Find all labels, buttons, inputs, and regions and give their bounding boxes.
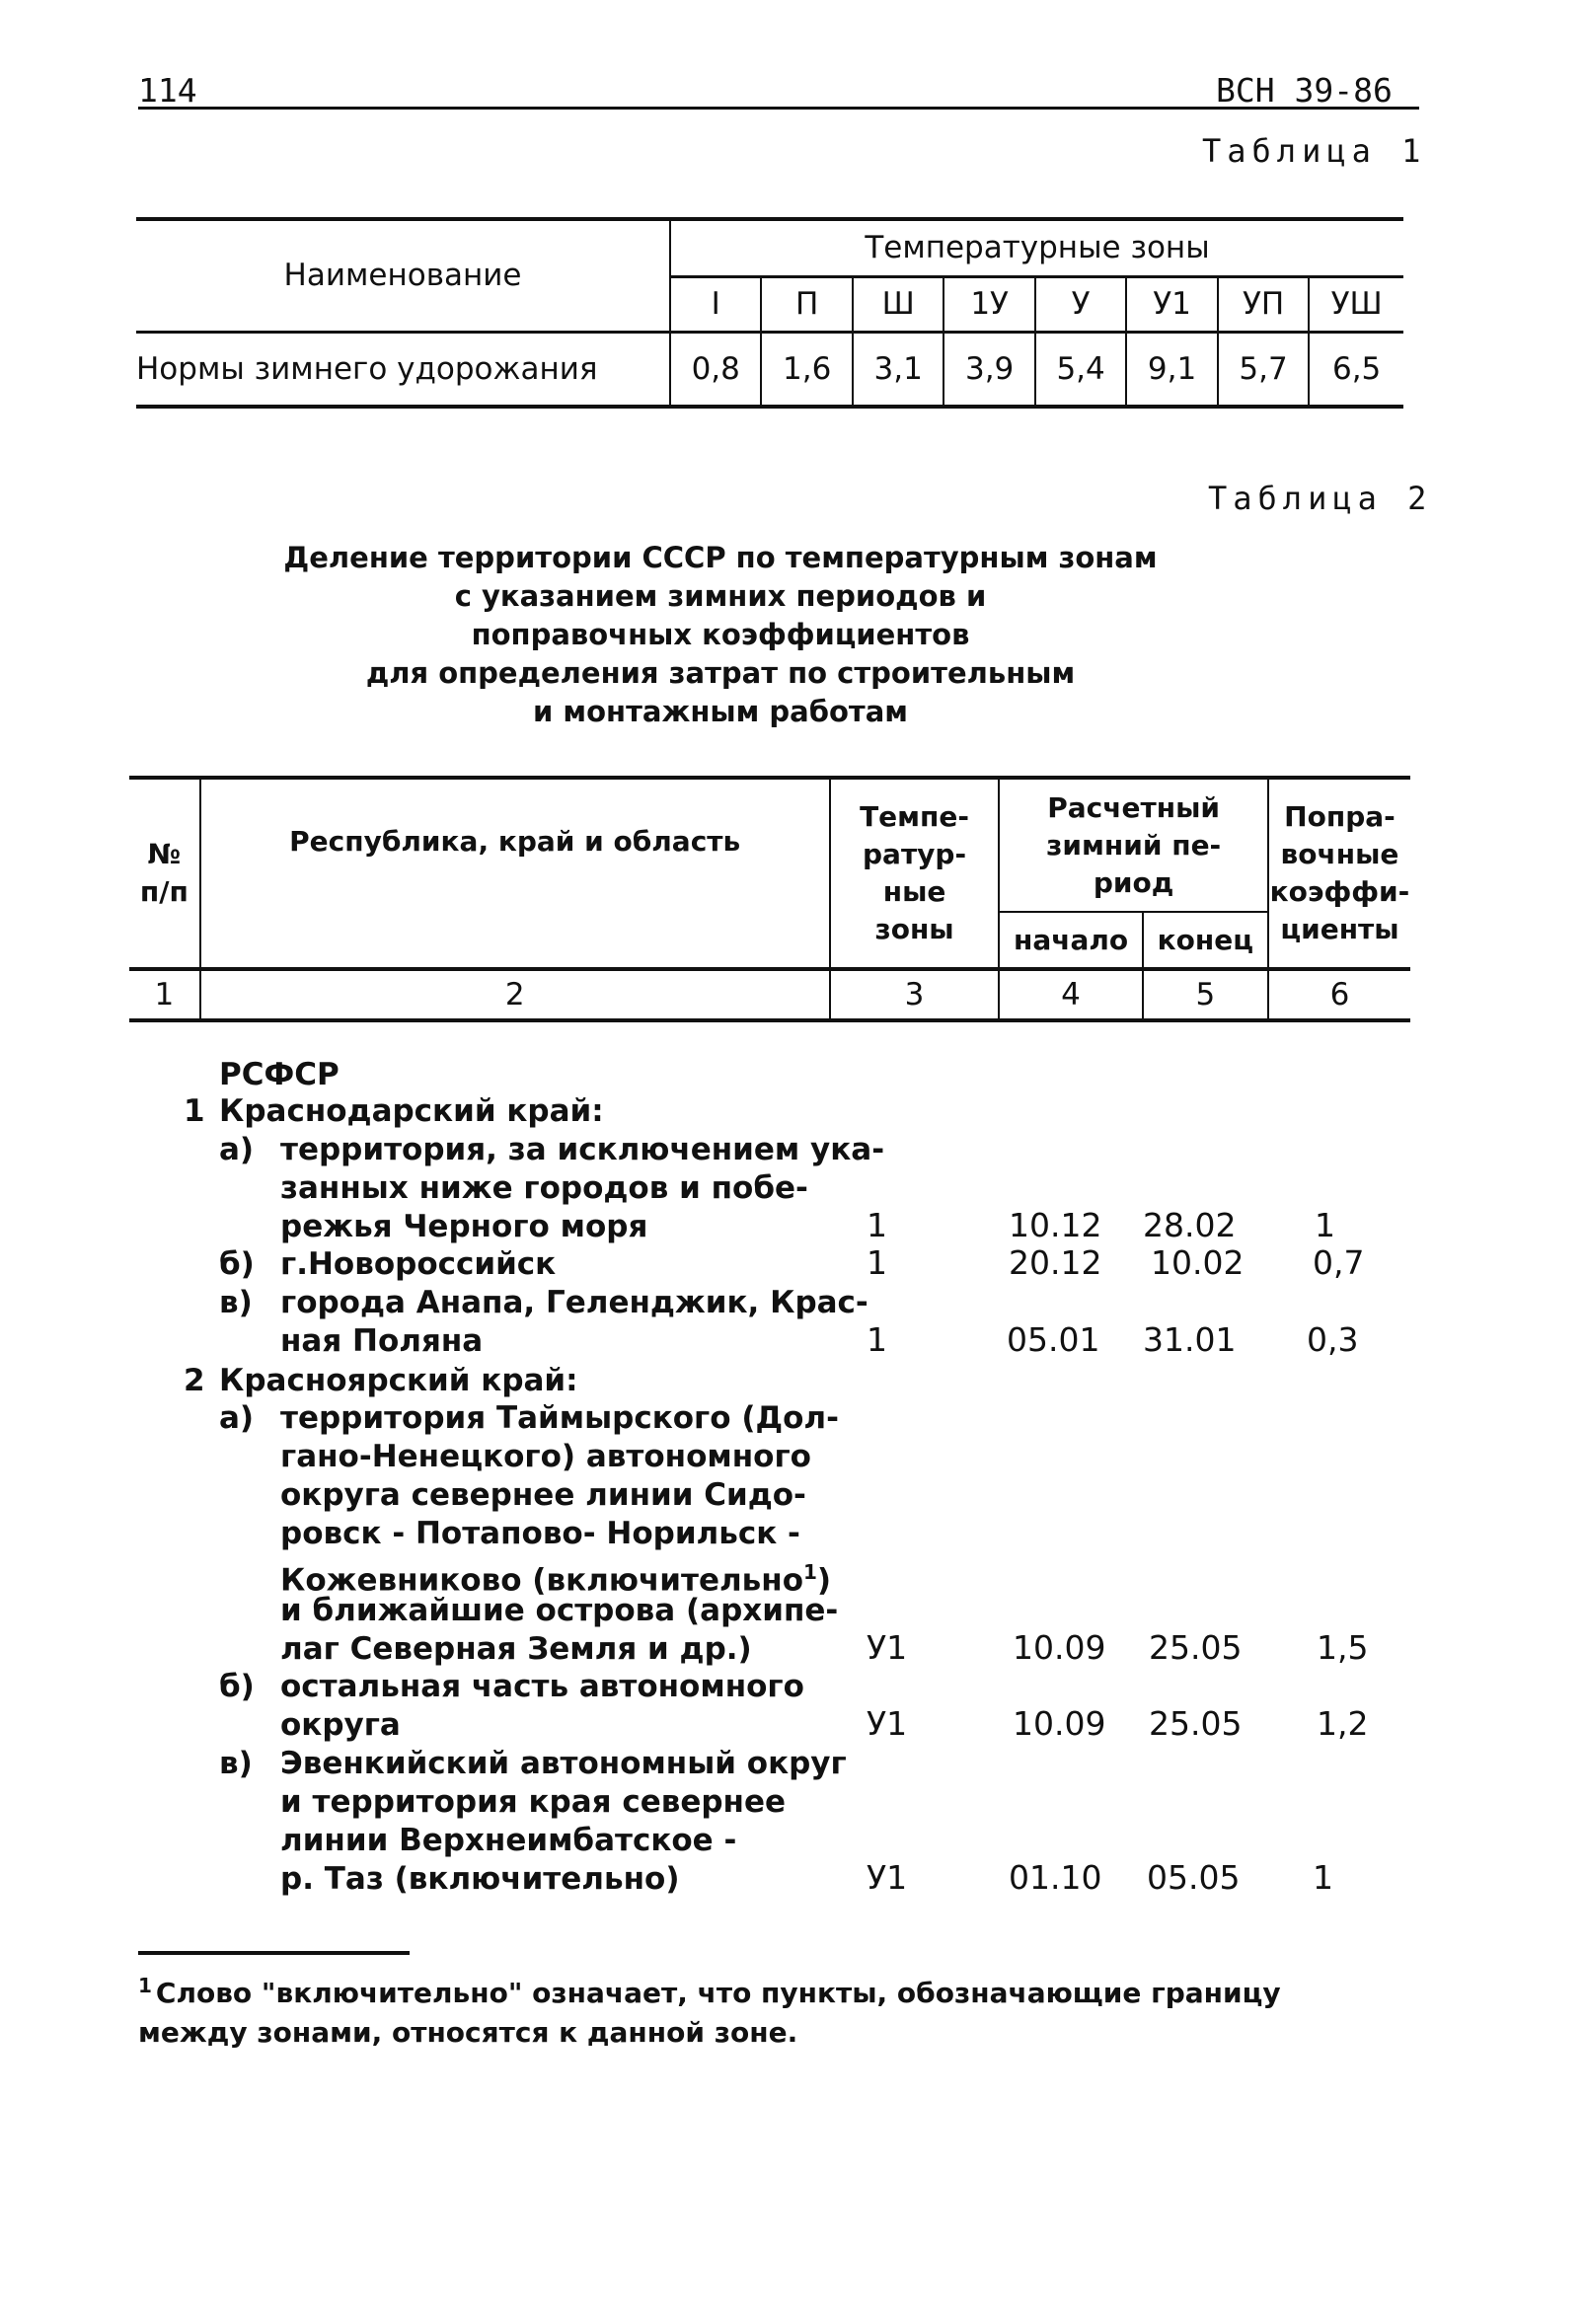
subitem-line: города Анапа, Геленджик, Крас-	[280, 1285, 868, 1320]
title-line: поправочных коэффициентов	[471, 618, 970, 651]
subitem-mark: в)	[219, 1285, 253, 1320]
table1-zones-header: Температурные зоны	[670, 219, 1403, 276]
subitem-line: Кожевниково (включительно$^1$)	[280, 1560, 832, 1599]
title-line: Деление территории СССР по температурным зонам	[283, 541, 1158, 574]
start-value: 10.09	[1013, 1628, 1106, 1667]
col-number: 1	[154, 977, 175, 1012]
subitem-line: и ближайшие острова (архипе-	[280, 1593, 839, 1628]
zone-cell: У	[1035, 276, 1126, 332]
zone-cell: 1У	[943, 276, 1034, 332]
subitem-line: территория, за исключением ука-	[280, 1132, 885, 1167]
subitem-line: занных ниже городов и побе-	[280, 1170, 808, 1206]
table1-row-label: Нормы зимнего удорожания	[136, 350, 598, 387]
table2-title	[247, 539, 1194, 731]
zone-value: 1	[867, 1206, 887, 1244]
table2-header	[129, 776, 1410, 1022]
col-start: начало	[999, 912, 1142, 969]
col-number: 4	[999, 969, 1142, 1020]
subitem-line: р. Таз (включительно)	[280, 1861, 680, 1897]
item-number: 1	[184, 1093, 205, 1129]
coef-value: 0,7	[1313, 1243, 1365, 1282]
subitem-mark: а)	[219, 1400, 255, 1436]
col-number: 2	[200, 969, 830, 1020]
end-value: 28.02	[1143, 1206, 1237, 1244]
table1-caption: Таблица 1	[1202, 132, 1427, 170]
coef-value: 0,3	[1307, 1320, 1359, 1359]
coef-value: 1	[1313, 1858, 1333, 1897]
table1-name-header: Наименование	[283, 258, 522, 294]
subitem-line: ная Поляна	[280, 1323, 484, 1359]
value-cell: 3,9	[943, 332, 1034, 407]
zone-cell: УШ	[1309, 276, 1403, 332]
coef-value: 1	[1315, 1206, 1335, 1244]
zone-cell: Ш	[853, 276, 943, 332]
start-value: 10.12	[1009, 1206, 1102, 1244]
col-period: Расчетный зимний пе- риод	[999, 778, 1268, 912]
table2-caption: Таблица 2	[1208, 480, 1433, 517]
end-value: 31.01	[1143, 1320, 1237, 1359]
value-cell: 9,1	[1126, 332, 1217, 407]
subitem-line: режья Черного моря	[280, 1209, 648, 1244]
col-number: 5	[1143, 969, 1268, 1020]
value-cell: 5,7	[1218, 332, 1309, 407]
subitem-line: и территория края севернее	[280, 1784, 787, 1820]
zone-value: У1	[867, 1704, 908, 1743]
zone-value: 1	[867, 1320, 887, 1359]
zone-cell: I	[670, 276, 761, 332]
col-no: № п/п	[139, 838, 189, 908]
section-heading: РСФСР	[219, 1057, 340, 1092]
coef-value: 1,5	[1317, 1628, 1369, 1667]
end-value: 05.05	[1147, 1858, 1241, 1897]
zone-cell: П	[761, 276, 852, 332]
col-region: Республика, край и область	[200, 778, 830, 969]
footnote-mark: 1	[138, 1974, 152, 1997]
footnote-ref: 1	[803, 1560, 817, 1584]
start-value: 01.10	[1009, 1858, 1102, 1897]
subitem-mark: б)	[219, 1246, 255, 1282]
subitem-line: Эвенкийский автономный округ	[280, 1746, 847, 1781]
zone-cell: У1	[1126, 276, 1217, 332]
col-coef: Попра- вочные коэффи- циенты	[1268, 778, 1410, 969]
header-rule	[138, 107, 1419, 110]
value-cell: 5,4	[1035, 332, 1126, 407]
zone-value: У1	[867, 1858, 908, 1897]
zone-value: У1	[867, 1628, 908, 1667]
col-number: 3	[830, 969, 1000, 1020]
subitem-mark: в)	[219, 1746, 253, 1781]
end-value: 25.05	[1149, 1628, 1243, 1667]
subitem-line: г.Новороссийск	[280, 1246, 557, 1282]
end-value: 25.05	[1149, 1704, 1243, 1743]
document-code: ВСН 39-86	[1216, 71, 1393, 110]
col-number: 6	[1268, 969, 1410, 1020]
subitem-line: линии Верхнеимбатское -	[280, 1823, 737, 1858]
subitem-mark: а)	[219, 1132, 255, 1167]
start-value: 10.09	[1013, 1704, 1106, 1743]
footnote	[138, 1966, 1362, 2053]
region-name: Красноярский край:	[219, 1363, 578, 1398]
value-cell: 1,6	[761, 332, 852, 407]
value-cell: 6,5	[1309, 332, 1403, 407]
page-number: 114	[138, 71, 197, 110]
subitem-line: остальная часть автономного	[280, 1669, 804, 1704]
start-value: 20.12	[1009, 1243, 1102, 1282]
footnote-rule	[138, 1951, 410, 1955]
item-number: 2	[184, 1363, 205, 1398]
footnote-text: Слово "включительно" означает, что пункты, обозначающие границу между зонами, относятся к данной зоне.	[138, 1977, 1281, 2050]
zone-value: 1	[867, 1243, 887, 1282]
title-line: и монтажным работам	[533, 695, 908, 728]
title-line: для определения затрат по строительным	[365, 656, 1076, 690]
title-line: с указанием зимних периодов и	[454, 579, 987, 613]
table1	[136, 217, 1403, 409]
subitem-mark: б)	[219, 1669, 255, 1704]
col-end: конец	[1143, 912, 1268, 969]
subitem-line: округа	[280, 1707, 401, 1743]
zone-cell: УП	[1218, 276, 1309, 332]
col-zone: Темпе- ратур- ные зоны	[830, 778, 1000, 969]
subitem-line: округа севернее линии Сидо-	[280, 1477, 806, 1513]
subitem-line: ровск - Потапово- Норильск -	[280, 1516, 800, 1551]
value-cell: 0,8	[670, 332, 761, 407]
start-value: 05.01	[1007, 1320, 1100, 1359]
subitem-line: гано-Ненецкого) автономного	[280, 1439, 811, 1474]
value-cell: 3,1	[853, 332, 943, 407]
subitem-line: лаг Северная Земля и др.)	[280, 1631, 752, 1667]
subitem-line: территория Таймырского (Дол-	[280, 1400, 839, 1436]
coef-value: 1,2	[1317, 1704, 1369, 1743]
end-value: 10.02	[1151, 1243, 1245, 1282]
region-name: Краснодарский край:	[219, 1093, 604, 1129]
